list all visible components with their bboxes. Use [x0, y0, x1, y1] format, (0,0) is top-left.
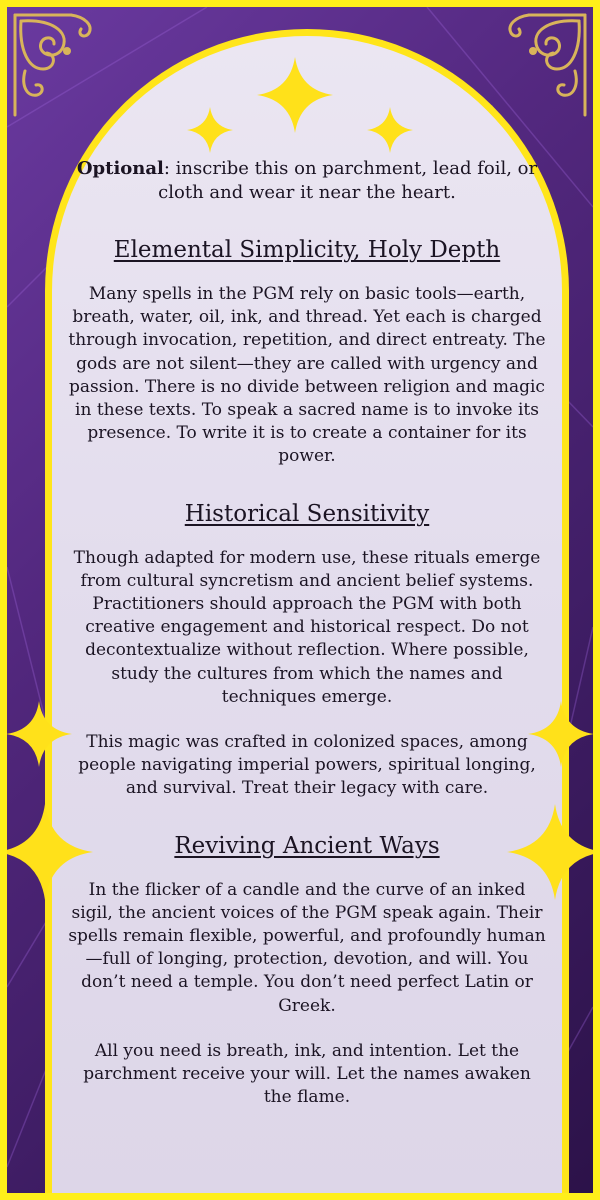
intro-note — [67, 157, 547, 205]
section-paragraph: This magic was crafted in colonized spaces, among people navigating imperial powers, spiritual longing, and survival. Treat their legacy with care. — [78, 732, 536, 799]
corner-ornament-top-left — [11, 11, 101, 121]
section-paragraph: In the flicker of a candle and the curve of an inked sigil, the ancient voices of the PGM speak again. Their spells remain flexible, powerful, and profoundly human—full of longing, protection, devotion, and will. You don’t need a temple. You don’t need perfect Latin or Greek. — [68, 879, 546, 1016]
sparkle-icon-top-right — [365, 105, 415, 155]
section-heading-historical: Historical Sensitivity — [184, 500, 430, 527]
intro-text: : inscribe this on parchment, lead foil, or cloth and wear it near the heart. — [158, 158, 538, 203]
sparkle-icon-top-left — [185, 105, 235, 155]
section-paragraph: Many spells in the PGM rely on basic tools—earth, breath, water, oil, ink, and thread. Yet each is charged through invocation, repetition, and direct entreaty. The gods are not silent—they are called with urgency and passion. There is no divide between religion and magic in these texts. To speak a sacred name is to invoke its presence. To write it is to create a container for its power. — [68, 284, 546, 467]
section-paragraph: Though adapted for modern use, these rituals emerge from cultural syncretism and ancient belief systems. Practitioners should approach the PGM with both creative engagement and historical respect. Do not decontextualize without reflection. Where possible, study the cultures from which the names and techniques emerge. — [73, 547, 541, 707]
section-heading-reviving: Reviving Ancient Ways — [174, 832, 440, 859]
text-content — [67, 157, 547, 1109]
section-heading-elemental: Elemental Simplicity, Holy Depth — [113, 237, 501, 263]
sparkle-icon-top-center — [255, 55, 335, 135]
intro-label: Optional — [76, 158, 164, 179]
corner-ornament-top-right — [499, 11, 589, 121]
sparkle-icon-left-upper — [4, 699, 74, 769]
section-paragraph: All you need is breath, ink, and intention. Let the parchment receive your will. Let the names awaken the flame. — [83, 1040, 531, 1108]
